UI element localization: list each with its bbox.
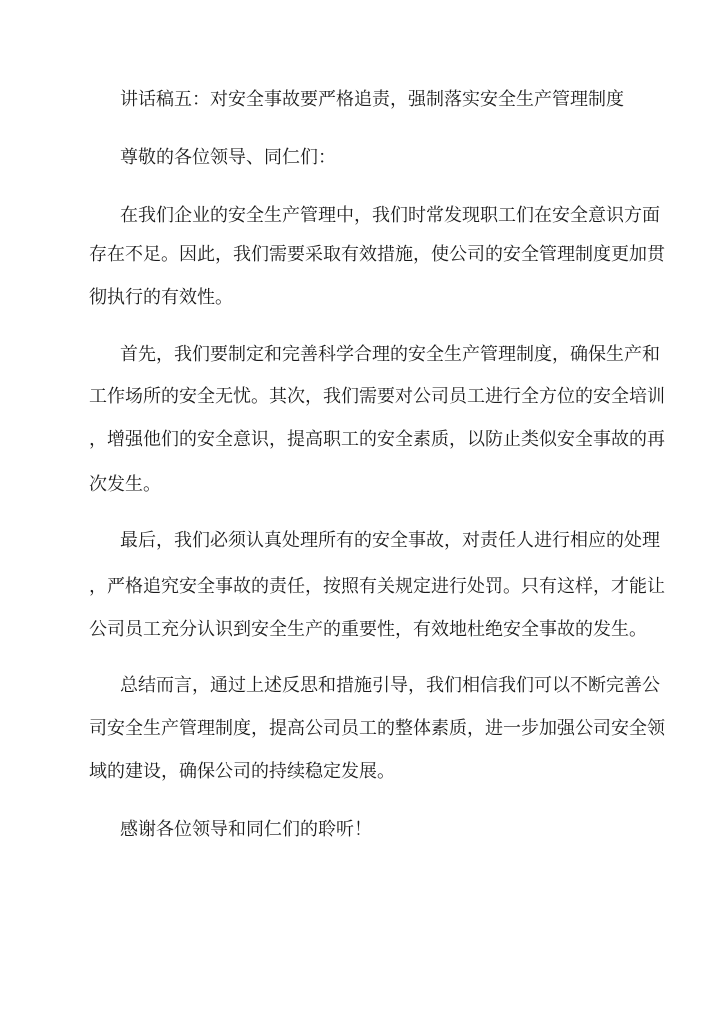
paragraph-line: 彻执行的有效性。 <box>89 287 233 308</box>
paragraph-line: 首先，我们要制定和完善科学合理的安全生产管理制度，确保生产和 <box>120 344 660 365</box>
paragraph-line: 总结而言，通过上述反思和措施引导，我们相信我们可以不断完善公 <box>120 675 660 696</box>
paragraph-line: 在我们企业的安全生产管理中，我们时常发现职工们在安全意识方面 <box>120 205 660 226</box>
paragraph-line: 次发生。 <box>89 474 161 495</box>
paragraph-line: 存在不足。因此，我们需要采取有效措施，使公司的安全管理制度更加贯 <box>89 244 665 265</box>
paragraph-line: 公司员工充分认识到安全生产的重要性，有效地杜绝安全事故的发生。 <box>89 619 647 640</box>
document-title: 讲话稿五：对安全事故要严格追责，强制落实安全生产管理制度 <box>120 89 624 110</box>
paragraph-line: ，增强他们的安全意识，提高职工的安全素质，以防止类似安全事故的再 <box>89 429 665 450</box>
greeting: 尊敬的各位领导、同仁们： <box>120 147 336 168</box>
paragraph-line: 域的建设，确保公司的持续稳定发展。 <box>89 761 395 782</box>
closing-remark: 感谢各位领导和同仁们的聆听！ <box>120 819 372 840</box>
paragraph-line: 司安全生产管理制度，提高公司员工的整体素质，进一步加强公司安全领 <box>89 718 665 739</box>
paragraph-line: 最后，我们必须认真处理所有的安全事故，对责任人进行相应的处理 <box>120 530 660 551</box>
paragraph-line: 工作场所的安全无忧。其次，我们需要对公司员工进行全方位的安全培训 <box>89 386 665 407</box>
paragraph-line: ，严格追究安全事故的责任，按照有关规定进行处罚。只有这样，才能让 <box>89 576 665 597</box>
